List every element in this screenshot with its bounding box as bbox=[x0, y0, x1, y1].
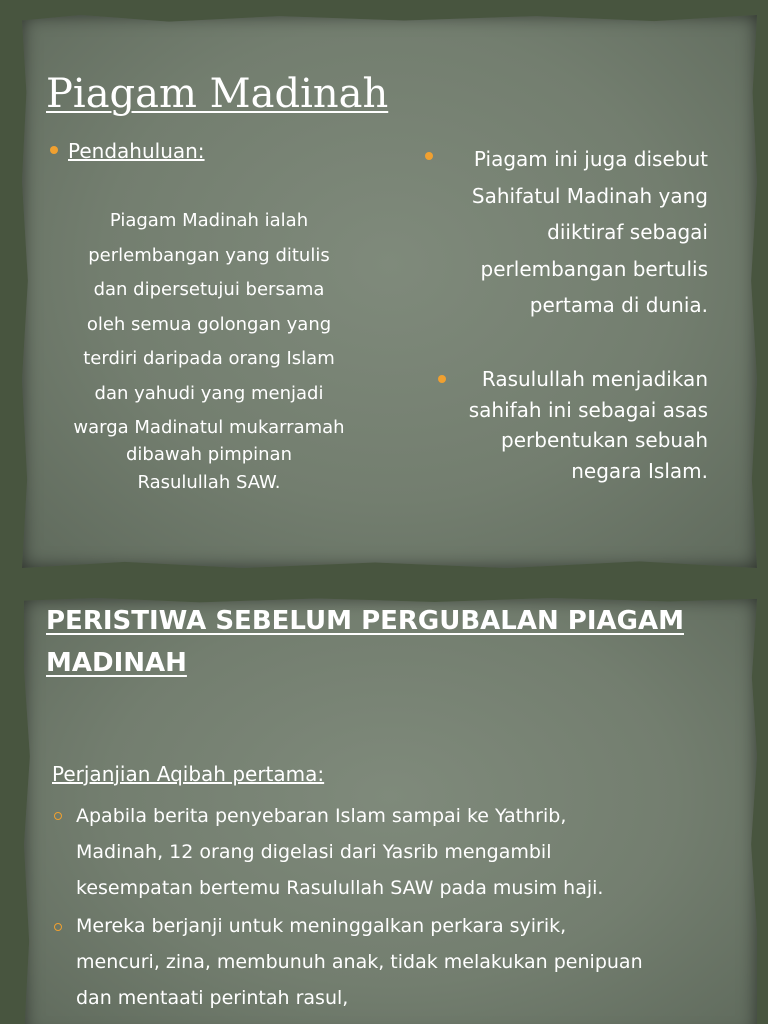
text-line: sahifah ini sebagai asas bbox=[468, 397, 708, 422]
circle-bullet-icon bbox=[54, 812, 62, 820]
text-line: oleh semua golongan yang bbox=[86, 313, 332, 335]
text-line: Piagam Madinah ialah bbox=[109, 210, 309, 231]
text-line: dan yahudi yang menjadi bbox=[94, 382, 324, 404]
text-line: mencuri, zina, membunuh anak, tidak melakukan penipuan bbox=[76, 951, 643, 973]
right-bullet-2 bbox=[418, 364, 708, 486]
right-bullet-1 bbox=[418, 141, 708, 324]
text-line: Piagam ini juga disebut bbox=[473, 147, 708, 171]
title-line: PERISTIWA SEBELUM PERGUBALAN PIAGAM bbox=[46, 606, 684, 636]
circle-bullet-icon bbox=[54, 923, 62, 931]
intro-label: Pendahuluan: bbox=[68, 139, 205, 163]
text-line: terdiri daripada orang Islam bbox=[83, 348, 335, 369]
slide-title bbox=[46, 600, 736, 684]
title-line: MADINAH bbox=[46, 648, 187, 678]
text-line: Mereka berjanji untuk meninggalkan perkara syirik, bbox=[76, 915, 567, 937]
text-line: perbentukan sebuah bbox=[501, 428, 708, 452]
text-line: Rasulullah SAW. bbox=[137, 472, 281, 493]
text-line: dan dipersetujui bersama bbox=[93, 279, 325, 300]
point-1 bbox=[76, 798, 736, 906]
text-line: perlembangan bertulis bbox=[480, 256, 708, 281]
text-line: dibawah pimpinan bbox=[126, 444, 292, 465]
bullet-icon bbox=[50, 146, 58, 154]
slide-title: Piagam Madinah bbox=[46, 71, 389, 117]
definition-text-tail bbox=[44, 441, 374, 497]
text-line: warga Madinatul mukarramah bbox=[73, 417, 345, 438]
text-line: diiktiraf sebagai bbox=[547, 220, 708, 244]
text-line: kesempatan bertemu Rasulullah SAW pada musim haji. bbox=[76, 877, 604, 899]
point-2 bbox=[76, 908, 736, 1016]
definition-text bbox=[44, 204, 374, 446]
text-line: dan mentaati perintah rasul, bbox=[76, 987, 349, 1009]
text-line: Rasulullah menjadikan bbox=[481, 367, 708, 391]
subheading: Perjanjian Aqibah pertama: bbox=[52, 762, 325, 786]
text-line: negara Islam. bbox=[571, 458, 708, 483]
text-line: perlembangan yang ditulis bbox=[88, 244, 330, 266]
text-line: Apabila berita penyebaran Islam sampai ke Yathrib, bbox=[76, 805, 567, 827]
text-line: Madinah, 12 orang digelasi dari Yasrib mengambil bbox=[76, 841, 552, 863]
text-line: pertama di dunia. bbox=[529, 293, 708, 317]
text-line: Sahifatul Madinah yang bbox=[471, 183, 708, 208]
